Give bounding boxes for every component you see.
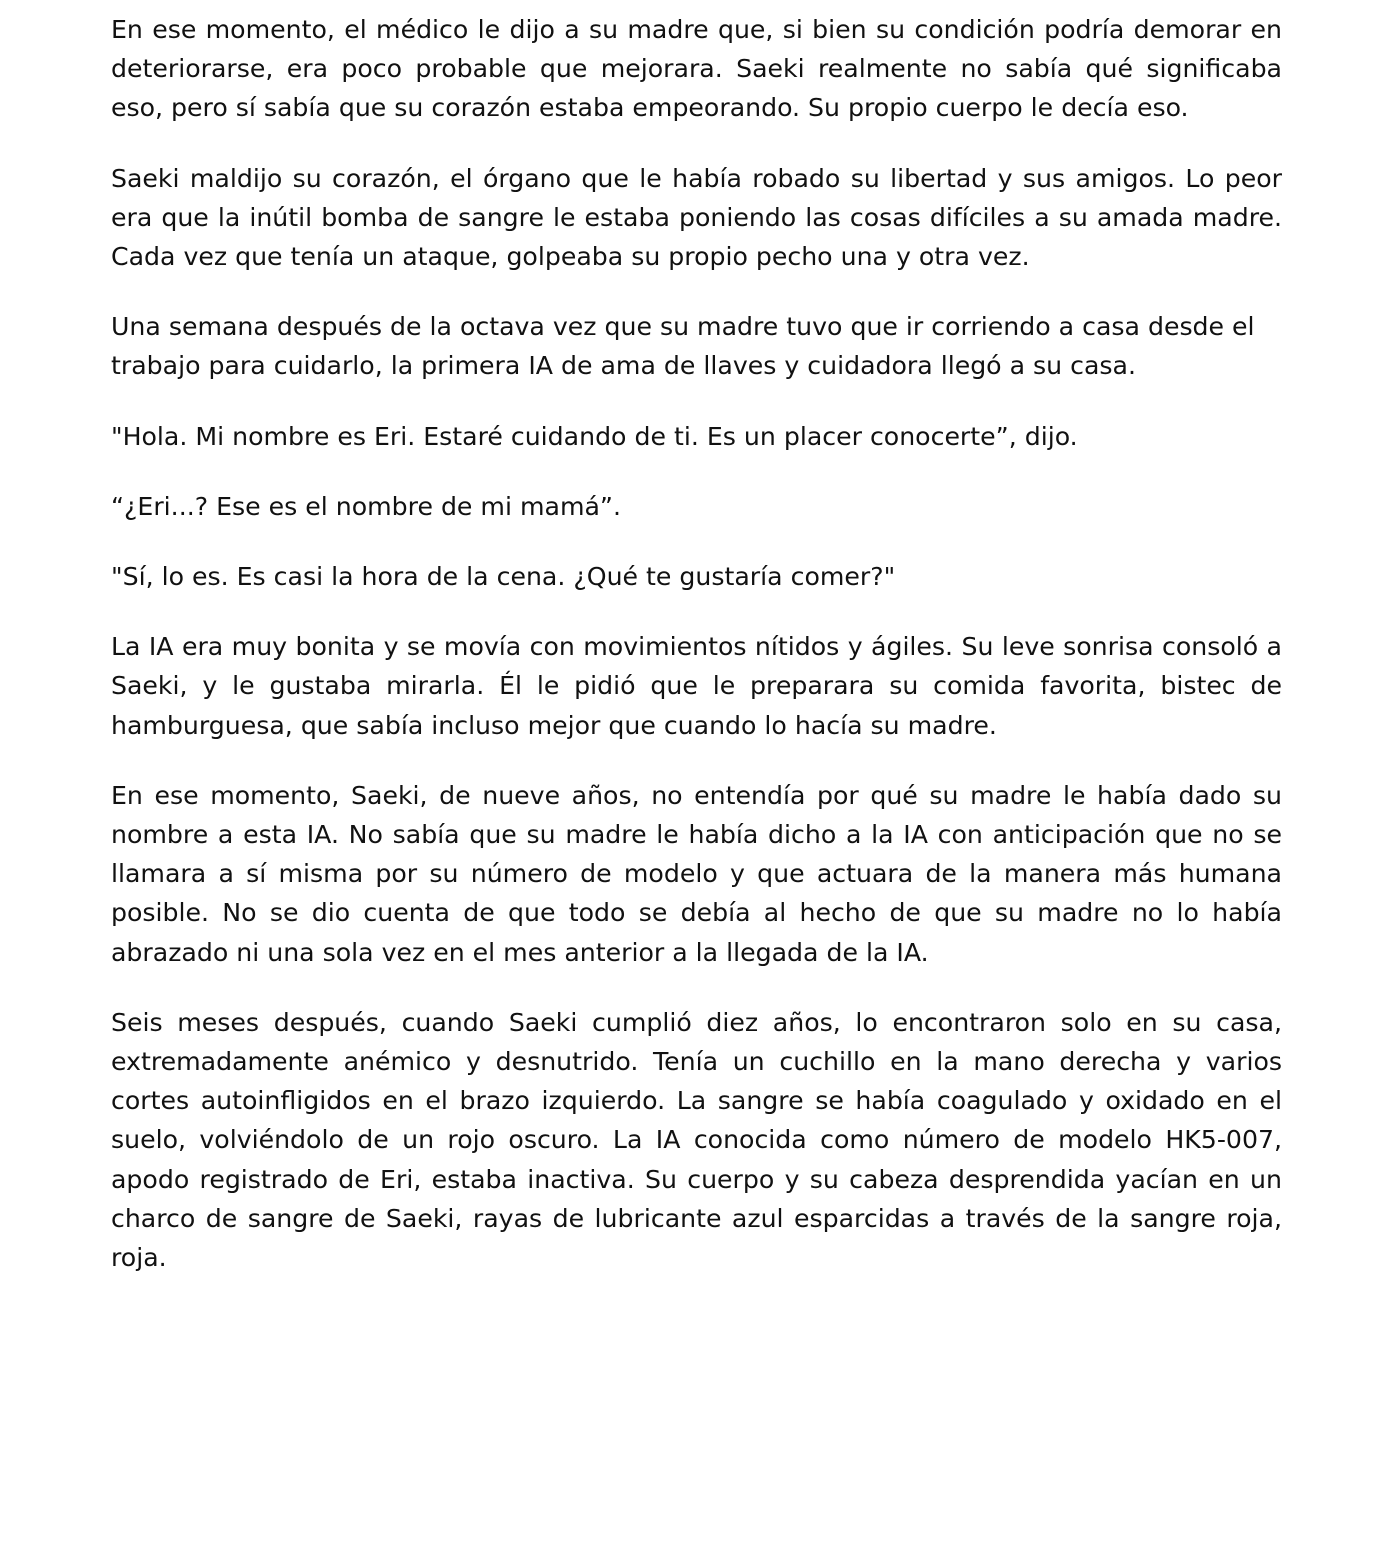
paragraph-6: "Sí, lo es. Es casi la hora de la cena. ¿Qué te gustaría comer?" <box>111 562 896 592</box>
paragraph-8: En ese momento, Saeki, de nueve años, no entendía por qué su madre le había dado su nombre a esta IA. No sabía que su madre le había dicho a la IA con anticipación que no se llamara a sí misma por su número de modelo y que actuara de la manera más humana posible. No se dio cuenta de que todo se debía al hecho de que su madre no lo había abrazado ni una sola vez en el mes anterior a la llegada de la IA. <box>111 780 1282 967</box>
document-page <box>111 10 1282 1308</box>
paragraph-2: Saeki maldijo su corazón, el órgano que le había robado su libertad y sus amigos. Lo peor era que la inútil bomba de sangre le estaba poniendo las cosas difíciles a su amada madre. Cada vez que tenía un ataque, golpeaba su propio pecho una y otra vez. <box>111 163 1282 272</box>
paragraph-4: "Hola. Mi nombre es Eri. Estaré cuidando de ti. Es un placer conocerte”, dijo. <box>111 421 1078 451</box>
paragraph-9: Seis meses después, cuando Saeki cumplió diez años, lo encontraron solo en su casa, extremadamente anémico y desnutrido. Tenía un cuchillo en la mano derecha y varios cortes autoinfligidos en el brazo izquierdo. La sangre se había coagulado y oxidado en el suelo, volviéndolo de un rojo oscuro. La IA conocida como número de modelo HK5-007, apodo registrado de Eri, estaba inactiva. Su cuerpo y su cabeza desprendida yacían en un charco de sangre de Saeki, rayas de lubricante azul esparcidas a través de la sangre roja, roja. <box>111 1007 1282 1273</box>
paragraph-3: Una semana después de la octava vez que su madre tuvo que ir corriendo a casa desde el trabajo para cuidarlo, la primera IA de ama de llaves y cuidadora llegó a su casa. <box>111 312 1255 381</box>
paragraph-7: La IA era muy bonita y se movía con movimientos nítidos y ágiles. Su leve sonrisa consoló a Saeki, y le gustaba mirarla. Él le pidió que le preparara su comida favorita, bistec de hamburguesa, que sabía incluso mejor que cuando lo hacía su madre. <box>111 632 1282 740</box>
paragraph-5: “¿Eri...? Ese es el nombre de mi mamá”. <box>111 491 621 521</box>
paragraph-1: En ese momento, el médico le dijo a su madre que, si bien su condición podría demorar en deteriorarse, era poco probable que mejorara. Saeki realmente no sabía qué significaba eso, pero sí sabía que su corazón estaba empeorando. Su propio cuerpo le decía eso. <box>111 15 1282 123</box>
